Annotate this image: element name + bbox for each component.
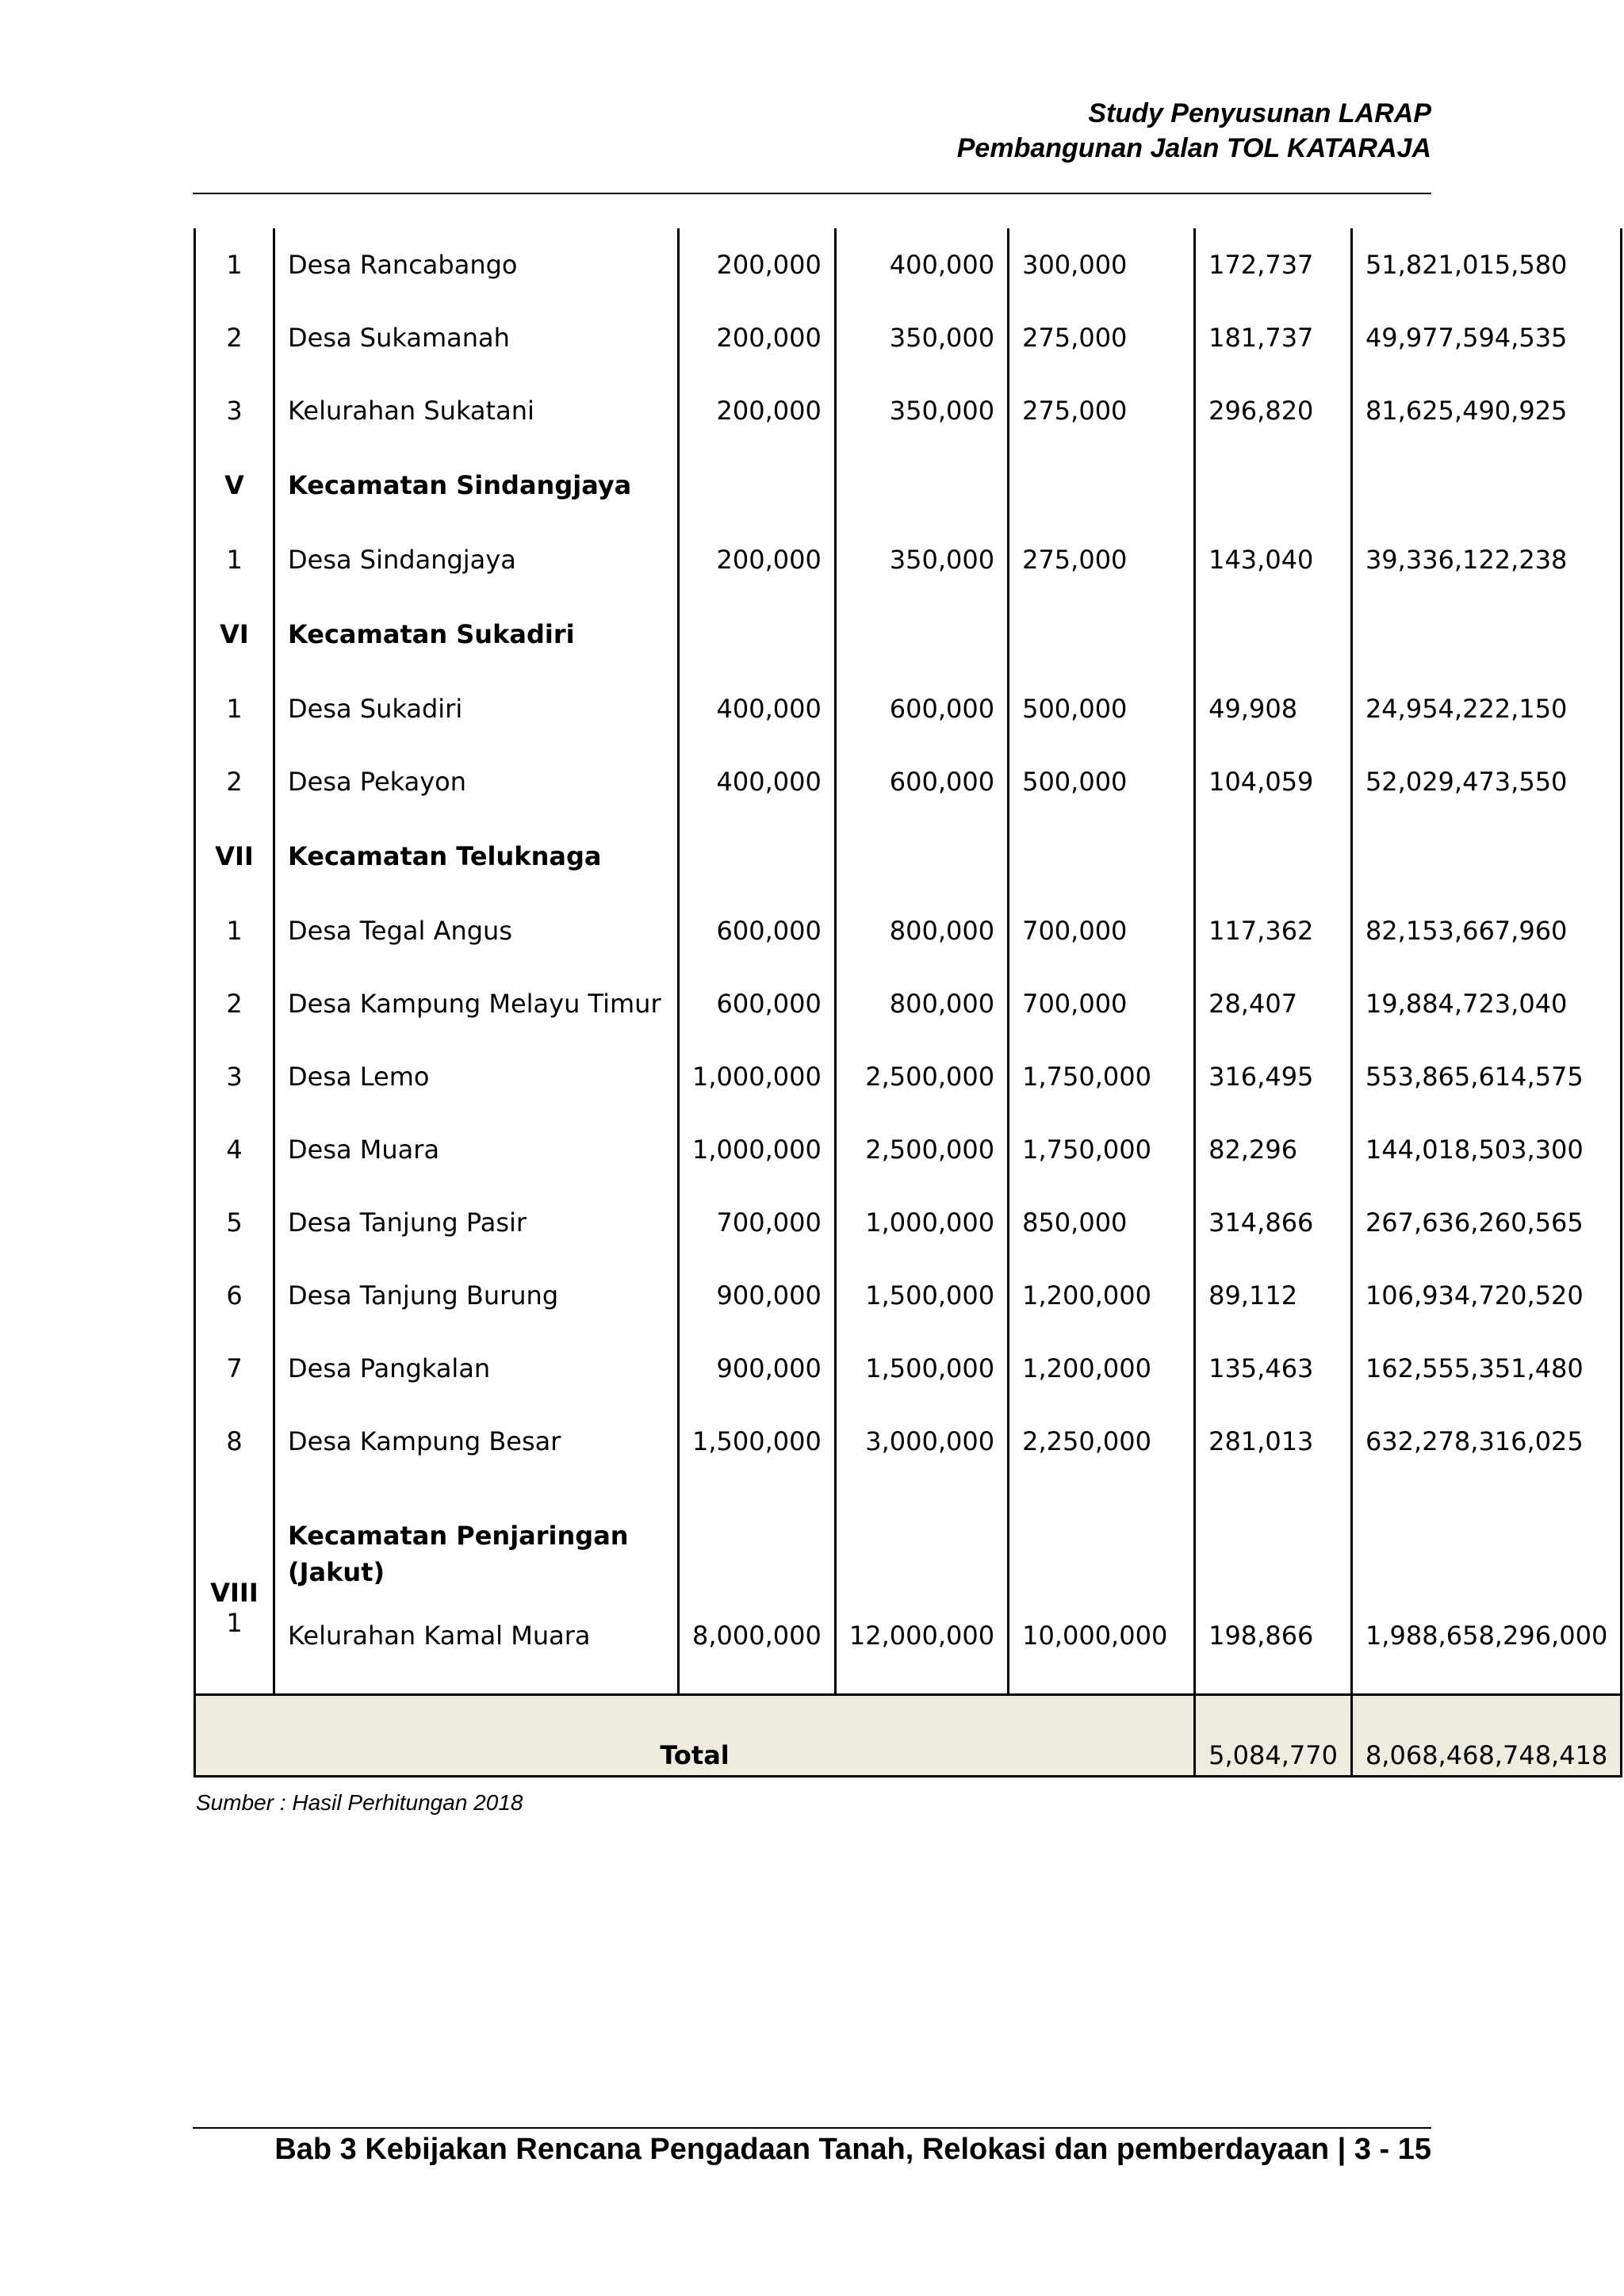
compensation-value bbox=[1351, 1478, 1621, 1608]
compensation-value: 51,821,015,580 bbox=[1351, 228, 1621, 301]
price-average bbox=[1009, 447, 1195, 523]
compensation-value: 24,954,222,150 bbox=[1351, 672, 1621, 745]
row-number: 1 bbox=[195, 1608, 274, 1695]
village-name: Desa Pekayon bbox=[274, 745, 679, 818]
village-name: Desa Tanjung Pasir bbox=[274, 1186, 679, 1259]
row-number: 6 bbox=[195, 1259, 274, 1332]
row-number: 1 bbox=[195, 894, 274, 967]
subdistrict-row bbox=[195, 596, 1622, 672]
compensation-value bbox=[1351, 596, 1621, 672]
price-min: 700,000 bbox=[679, 1186, 836, 1259]
price-max: 2,500,000 bbox=[835, 1040, 1008, 1113]
affected-area bbox=[1195, 818, 1352, 894]
row-number: 7 bbox=[195, 1332, 274, 1405]
table-row bbox=[195, 1332, 1622, 1405]
subdistrict-name: Kecamatan Penjaringan (Jakut) bbox=[274, 1478, 679, 1608]
row-number: VII bbox=[195, 818, 274, 894]
affected-area: 135,463 bbox=[1195, 1332, 1352, 1405]
price-average: 275,000 bbox=[1009, 374, 1195, 447]
price-min: 1,000,000 bbox=[679, 1113, 836, 1186]
affected-area: 172,737 bbox=[1195, 228, 1352, 301]
affected-area: 296,820 bbox=[1195, 374, 1352, 447]
price-max: 12,000,000 bbox=[835, 1608, 1008, 1695]
row-number: 3 bbox=[195, 1040, 274, 1113]
compensation-value: 1,988,658,296,000 bbox=[1351, 1608, 1621, 1695]
table-row bbox=[195, 523, 1622, 596]
row-number: 3 bbox=[195, 374, 274, 447]
row-number: 1 bbox=[195, 523, 274, 596]
village-name: Desa Sindangjaya bbox=[274, 523, 679, 596]
price-average: 275,000 bbox=[1009, 301, 1195, 374]
affected-area bbox=[1195, 596, 1352, 672]
price-average: 1,750,000 bbox=[1009, 1113, 1195, 1186]
village-name: Kelurahan Kamal Muara bbox=[274, 1608, 679, 1695]
affected-area: 316,495 bbox=[1195, 1040, 1352, 1113]
price-min: 600,000 bbox=[679, 967, 836, 1040]
price-max: 3,000,000 bbox=[835, 1405, 1008, 1478]
affected-area: 28,407 bbox=[1195, 967, 1352, 1040]
compensation-value: 82,153,667,960 bbox=[1351, 894, 1621, 967]
price-average: 1,200,000 bbox=[1009, 1332, 1195, 1405]
price-min: 400,000 bbox=[679, 745, 836, 818]
price-min: 200,000 bbox=[679, 374, 836, 447]
document-header-subtitle: Pembangunan Jalan TOL KATARAJA bbox=[956, 133, 1431, 163]
row-number: 2 bbox=[195, 745, 274, 818]
village-name: Desa Tegal Angus bbox=[274, 894, 679, 967]
price-average bbox=[1009, 596, 1195, 672]
table-row bbox=[195, 745, 1622, 818]
price-min: 1,000,000 bbox=[679, 1040, 836, 1113]
village-name: Kelurahan Sukatani bbox=[274, 374, 679, 447]
price-max: 350,000 bbox=[835, 523, 1008, 596]
price-max: 1,500,000 bbox=[835, 1332, 1008, 1405]
compensation-value bbox=[1351, 818, 1621, 894]
footer-divider bbox=[193, 2127, 1431, 2129]
price-average: 300,000 bbox=[1009, 228, 1195, 301]
table-row bbox=[195, 1608, 1622, 1695]
price-max: 350,000 bbox=[835, 301, 1008, 374]
row-number: 2 bbox=[195, 301, 274, 374]
price-average bbox=[1009, 1478, 1195, 1608]
table-row bbox=[195, 1186, 1622, 1259]
compensation-value: 267,636,260,565 bbox=[1351, 1186, 1621, 1259]
price-max bbox=[835, 818, 1008, 894]
price-average: 1,200,000 bbox=[1009, 1259, 1195, 1332]
subdistrict-name: Kecamatan Sukadiri bbox=[274, 596, 679, 672]
village-name: Desa Rancabango bbox=[274, 228, 679, 301]
row-number: VI bbox=[195, 596, 274, 672]
compensation-value: 52,029,473,550 bbox=[1351, 745, 1621, 818]
row-number: 5 bbox=[195, 1186, 274, 1259]
price-max: 2,500,000 bbox=[835, 1113, 1008, 1186]
page-footer: Bab 3 Kebijakan Rencana Pengadaan Tanah, Relokasi dan pemberdayaan | 3 - 15 bbox=[274, 2133, 1431, 2166]
affected-area bbox=[1195, 1478, 1352, 1608]
affected-area: 281,013 bbox=[1195, 1405, 1352, 1478]
affected-area: 314,866 bbox=[1195, 1186, 1352, 1259]
price-max: 800,000 bbox=[835, 967, 1008, 1040]
compensation-value: 49,977,594,535 bbox=[1351, 301, 1621, 374]
compensation-value: 106,934,720,520 bbox=[1351, 1259, 1621, 1332]
table-row bbox=[195, 894, 1622, 967]
row-number: 2 bbox=[195, 967, 274, 1040]
affected-area: 143,040 bbox=[1195, 523, 1352, 596]
village-name: Desa Pangkalan bbox=[274, 1332, 679, 1405]
village-name: Desa Tanjung Burung bbox=[274, 1259, 679, 1332]
affected-area: 181,737 bbox=[1195, 301, 1352, 374]
price-max bbox=[835, 447, 1008, 523]
subdistrict-row bbox=[195, 818, 1622, 894]
table-row bbox=[195, 1405, 1622, 1478]
village-name: Desa Kampung Besar bbox=[274, 1405, 679, 1478]
price-average: 850,000 bbox=[1009, 1186, 1195, 1259]
price-average: 275,000 bbox=[1009, 523, 1195, 596]
price-average: 500,000 bbox=[1009, 745, 1195, 818]
compensation-value: 632,278,316,025 bbox=[1351, 1405, 1621, 1478]
price-min: 200,000 bbox=[679, 228, 836, 301]
price-max bbox=[835, 596, 1008, 672]
header-divider bbox=[193, 193, 1431, 194]
subdistrict-row bbox=[195, 447, 1622, 523]
row-number: VIII bbox=[195, 1478, 274, 1608]
price-min bbox=[679, 818, 836, 894]
affected-area: 82,296 bbox=[1195, 1113, 1352, 1186]
affected-area bbox=[1195, 447, 1352, 523]
compensation-value: 19,884,723,040 bbox=[1351, 967, 1621, 1040]
compensation-value: 39,336,122,238 bbox=[1351, 523, 1621, 596]
row-number: 8 bbox=[195, 1405, 274, 1478]
price-average: 700,000 bbox=[1009, 967, 1195, 1040]
price-min: 8,000,000 bbox=[679, 1608, 836, 1695]
price-average: 500,000 bbox=[1009, 672, 1195, 745]
price-min: 400,000 bbox=[679, 672, 836, 745]
price-min bbox=[679, 447, 836, 523]
table-row bbox=[195, 301, 1622, 374]
price-min bbox=[679, 596, 836, 672]
affected-area: 117,362 bbox=[1195, 894, 1352, 967]
price-max: 350,000 bbox=[835, 374, 1008, 447]
price-max: 400,000 bbox=[835, 228, 1008, 301]
price-max bbox=[835, 1478, 1008, 1608]
price-average: 700,000 bbox=[1009, 894, 1195, 967]
price-min: 1,500,000 bbox=[679, 1405, 836, 1478]
price-average bbox=[1009, 818, 1195, 894]
row-number: 4 bbox=[195, 1113, 274, 1186]
village-name: Desa Lemo bbox=[274, 1040, 679, 1113]
subdistrict-row bbox=[195, 1478, 1622, 1608]
price-average: 10,000,000 bbox=[1009, 1608, 1195, 1695]
table-row bbox=[195, 967, 1622, 1040]
village-name: Desa Sukadiri bbox=[274, 672, 679, 745]
price-min: 200,000 bbox=[679, 523, 836, 596]
village-name: Desa Kampung Melayu Timur bbox=[274, 967, 679, 1040]
affected-area: 89,112 bbox=[1195, 1259, 1352, 1332]
row-number: 1 bbox=[195, 228, 274, 301]
table-body bbox=[195, 228, 1622, 1695]
price-min bbox=[679, 1478, 836, 1608]
total-area: 5,084,770 bbox=[1195, 1695, 1352, 1777]
subdistrict-name: Kecamatan Sindangjaya bbox=[274, 447, 679, 523]
land-value-table bbox=[193, 228, 1622, 1777]
compensation-value bbox=[1351, 447, 1621, 523]
row-number: V bbox=[195, 447, 274, 523]
row-number: 1 bbox=[195, 672, 274, 745]
table-row bbox=[195, 228, 1622, 301]
price-min: 600,000 bbox=[679, 894, 836, 967]
price-max: 800,000 bbox=[835, 894, 1008, 967]
price-min: 200,000 bbox=[679, 301, 836, 374]
affected-area: 104,059 bbox=[1195, 745, 1352, 818]
total-label: Total bbox=[195, 1695, 1195, 1777]
total-row bbox=[195, 1695, 1622, 1777]
table-row bbox=[195, 374, 1622, 447]
compensation-value: 162,555,351,480 bbox=[1351, 1332, 1621, 1405]
price-max: 1,000,000 bbox=[835, 1186, 1008, 1259]
table-row bbox=[195, 1113, 1622, 1186]
village-name: Desa Muara bbox=[274, 1113, 679, 1186]
price-average: 1,750,000 bbox=[1009, 1040, 1195, 1113]
affected-area: 198,866 bbox=[1195, 1608, 1352, 1695]
affected-area: 49,908 bbox=[1195, 672, 1352, 745]
compensation-value: 553,865,614,575 bbox=[1351, 1040, 1621, 1113]
price-max: 600,000 bbox=[835, 672, 1008, 745]
source-note: Sumber : Hasil Perhitungan 2018 bbox=[196, 1790, 523, 1815]
village-name: Desa Sukamanah bbox=[274, 301, 679, 374]
price-max: 1,500,000 bbox=[835, 1259, 1008, 1332]
price-min: 900,000 bbox=[679, 1332, 836, 1405]
document-header-title: Study Penyusunan LARAP bbox=[1088, 98, 1431, 128]
price-min: 900,000 bbox=[679, 1259, 836, 1332]
table-row bbox=[195, 672, 1622, 745]
subdistrict-name: Kecamatan Teluknaga bbox=[274, 818, 679, 894]
table-row bbox=[195, 1040, 1622, 1113]
compensation-value: 81,625,490,925 bbox=[1351, 374, 1621, 447]
total-value: 8,068,468,748,418 bbox=[1351, 1695, 1621, 1777]
price-max: 600,000 bbox=[835, 745, 1008, 818]
price-average: 2,250,000 bbox=[1009, 1405, 1195, 1478]
compensation-value: 144,018,503,300 bbox=[1351, 1113, 1621, 1186]
table-row bbox=[195, 1259, 1622, 1332]
